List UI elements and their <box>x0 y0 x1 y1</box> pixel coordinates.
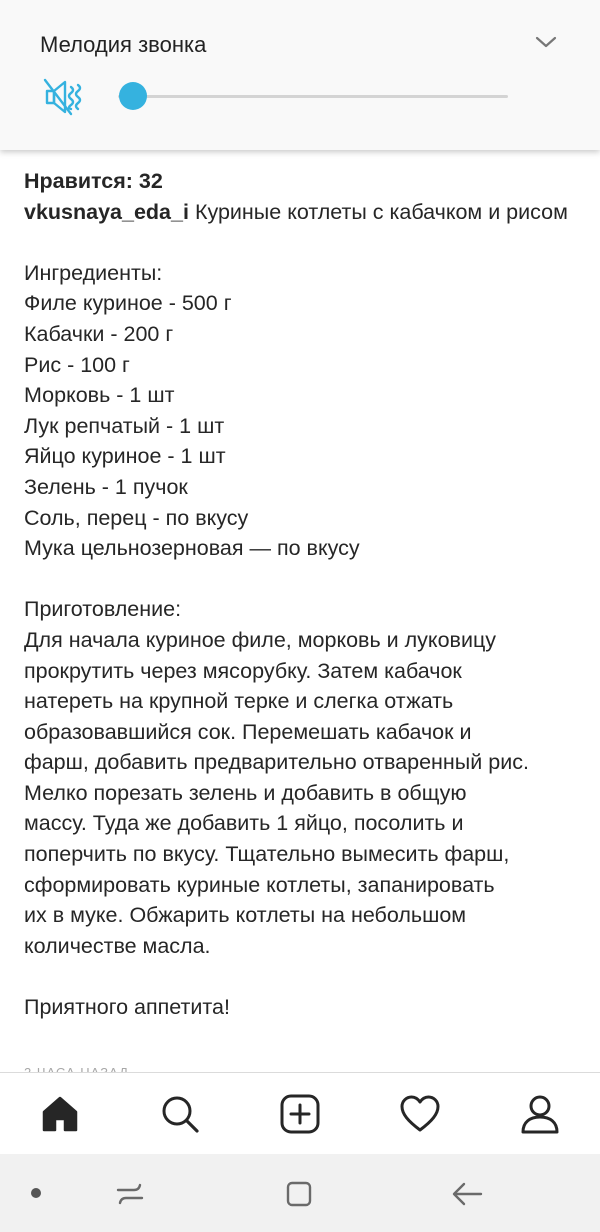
preparation-line: сформировать куриные котлеты, запанировать <box>24 872 495 897</box>
preparation-text <box>24 625 584 962</box>
system-nav-bar <box>0 1154 600 1232</box>
nav-add-post-button[interactable] <box>270 1084 330 1144</box>
preparation-line: их в муке. Обжарить котлеты на небольшом <box>24 903 467 928</box>
add-post-icon <box>278 1092 322 1136</box>
nav-activity-button[interactable] <box>390 1084 450 1144</box>
nav-profile-button[interactable] <box>510 1084 570 1144</box>
preparation-line: Для начала куриное филе, морковь и луковицу <box>24 627 497 652</box>
home-icon <box>38 1092 82 1136</box>
ingredient-line: Морковь - 1 шт <box>24 383 175 408</box>
preparation-header: Приготовление: <box>24 597 182 622</box>
ingredients-header: Ингредиенты: <box>24 260 163 285</box>
home-square-icon[interactable] <box>281 1176 317 1212</box>
preparation-line: массу. Туда же добавить 1 яйцо, посолить и <box>24 811 464 836</box>
ingredient-line: Рис - 100 г <box>24 352 130 377</box>
preparation-line: поперчить по вкусу. Тщательно вымесить фарш, <box>24 842 510 867</box>
recent-apps-icon[interactable] <box>112 1176 148 1212</box>
activity-heart-icon <box>398 1092 442 1136</box>
ringtone-volume-panel <box>0 0 600 150</box>
ingredient-line: Лук репчатый - 1 шт <box>24 413 225 438</box>
search-icon <box>158 1092 202 1136</box>
spacer <box>24 564 584 595</box>
post-caption <box>24 166 584 1023</box>
preparation-line: образовавшийся сок. Перемешать кабачок и <box>24 719 472 744</box>
preparation-line: фарш, добавить предварительно отваренный рис. <box>24 750 529 775</box>
mute-speaker-icon[interactable] <box>44 78 88 116</box>
chevron-down-icon[interactable] <box>530 28 562 56</box>
ingredients-list <box>24 288 584 563</box>
ingredient-line: Кабачки - 200 г <box>24 321 174 346</box>
preparation-line: натереть на крупной терке и слегка отжать <box>24 689 454 714</box>
back-arrow-icon[interactable] <box>449 1176 485 1212</box>
recipe-title: Куриные котлеты с кабачком и рисом <box>194 199 568 224</box>
ingredient-line: Соль, перец - по вкусу <box>24 505 249 530</box>
volume-slider-track[interactable] <box>118 95 508 98</box>
profile-icon <box>518 1092 562 1136</box>
spacer <box>24 961 584 992</box>
ingredient-line: Зелень - 1 пучок <box>24 474 188 499</box>
volume-panel-title: Мелодия звонка <box>40 32 207 57</box>
ingredient-line: Яйцо куриное - 1 шт <box>24 444 226 469</box>
nav-home-button[interactable] <box>30 1084 90 1144</box>
app-bottom-nav <box>0 1072 600 1155</box>
nav-search-button[interactable] <box>150 1084 210 1144</box>
preparation-line: прокрутить через мясорубку. Затем кабачок <box>24 658 462 683</box>
spacer <box>24 227 584 258</box>
username-link[interactable]: vkusnaya_eda_i <box>24 199 189 224</box>
caption-first-paragraph <box>24 197 584 228</box>
closing-text: Приятного аппетита! <box>24 995 230 1020</box>
likes-count[interactable]: Нравится: 32 <box>24 169 163 193</box>
ingredient-line: Мука цельнозерновая — по вкусу <box>24 536 360 561</box>
post-timestamp <box>24 1062 129 1072</box>
preparation-line: Мелко порезать зелень и добавить в общую <box>24 780 467 805</box>
volume-slider-thumb[interactable] <box>119 82 147 110</box>
dot-indicator-icon[interactable] <box>31 1188 41 1198</box>
preparation-line: количестве масла. <box>24 933 211 958</box>
ingredient-line: Филе куриное - 500 г <box>24 291 232 316</box>
